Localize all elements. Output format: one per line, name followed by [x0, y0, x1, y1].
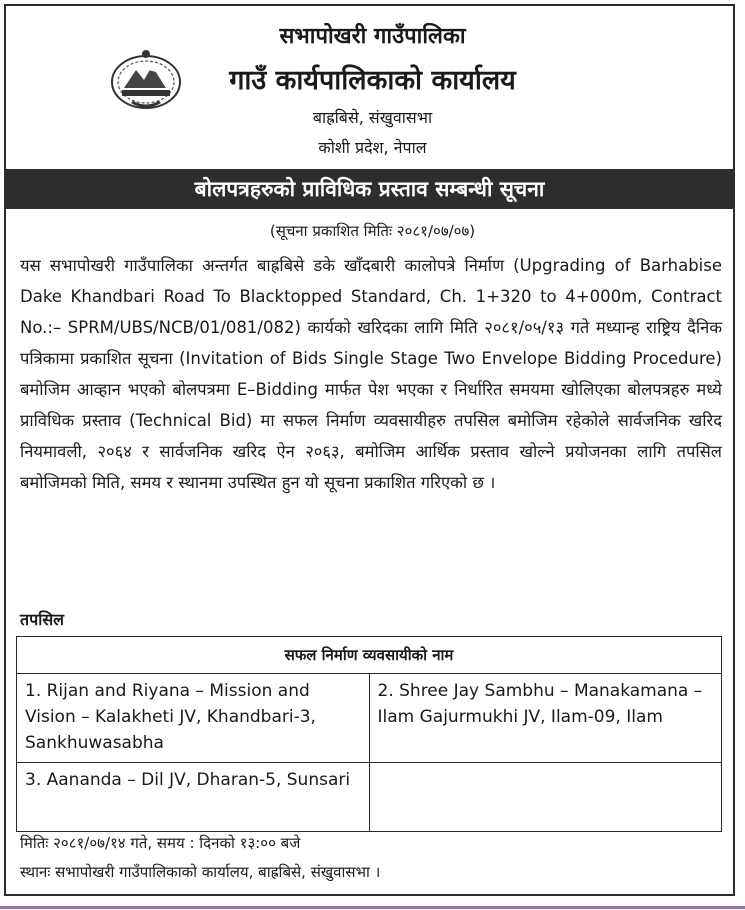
opening-venue: स्थानः सभापोखरी गाउँपालिकाको कार्यालय, बाह्रबिसे, संखुवासभा । — [20, 863, 381, 881]
table-header: सफल निर्माण व्यवसायीको नाम — [17, 637, 722, 674]
notice-body: यस सभापोखरी गाउँपालिका अन्तर्गत बाह्रबिसे डके खाँदबारी कालोपत्रे निर्माण (Upgrading of Barhabise Dake Khandbari Road To Blacktopped Standard, Ch. 1+320 to 4+000m, Contract No.:– SPRM/UBS/NCB/01/081/082) कार्यको खरिदका लागि मिति २०८१/०५/१३ गते मध्यान्ह राष्ट्रिय दैनिक पत्रिकामा प्रकाशित सूचना (Invitation of Bids Single Stage Two Envelope Bidding Procedure) बमोजिम आव्हान भएको बोलपत्रमा E–Bidding मार्फत पेश भएका र निर्धारित समयमा खोलिएका बोलपत्रहरु मध्ये प्राविधिक प्रस्ताव (Technical Bid) मा सफल निर्माण व्यवसायीहरु तपसिल बमोजिम रहेकोले सार्वजनिक खरिद नियमावली, २०६४ र सार्वजनिक खरिद ऐन २०६३, बमोजिम आर्थिक प्रस्ताव खोल्ने प्रयोजनका लागि तपसिल बमोजिमको मिति, समय र स्थानमा उपस्थित हुन यो सूचना प्रकाशित गरिएको छ । — [20, 256, 722, 492]
bottom-divider — [0, 906, 745, 909]
address-line-1: बाह्रबिसे, संखुवासभा — [312, 108, 433, 127]
table-cell: 3. Aananda – Dil JV, Dharan-5, Sunsari — [17, 763, 370, 832]
opening-datetime: मितिः २०८१/०७/१४ गते, समय : दिनको १३:०० बजे — [20, 834, 301, 852]
details-label: तपसिल — [20, 610, 65, 629]
municipality-name: सभापोखरी गाउँपालिका — [279, 24, 466, 49]
table-cell: 2. Shree Jay Sambhu – Manakamana – Ilam Gajurmukhi JV, Ilam-09, Ilam — [369, 674, 722, 763]
office-name: गाउँ कार्यपालिकाको कार्यालय — [229, 65, 516, 96]
table-row — [17, 763, 722, 832]
published-date: (सूचना प्रकाशित मितिः २०८१/०७/०७) — [269, 222, 476, 240]
table-cell: 1. Rijan and Riyana – Mission and Vision – Kalakheti JV, Khandbari-3, Sankhuwasabha — [17, 674, 370, 763]
table-cell-empty — [369, 763, 722, 832]
table-row — [17, 674, 722, 763]
successful-contractors-table — [16, 636, 722, 832]
address-line-2: कोशी प्रदेश, नेपाल — [318, 138, 427, 157]
notice-title: बोलपत्रहरुको प्राविधिक प्रस्ताव सम्बन्धी सूचना — [4, 169, 735, 209]
